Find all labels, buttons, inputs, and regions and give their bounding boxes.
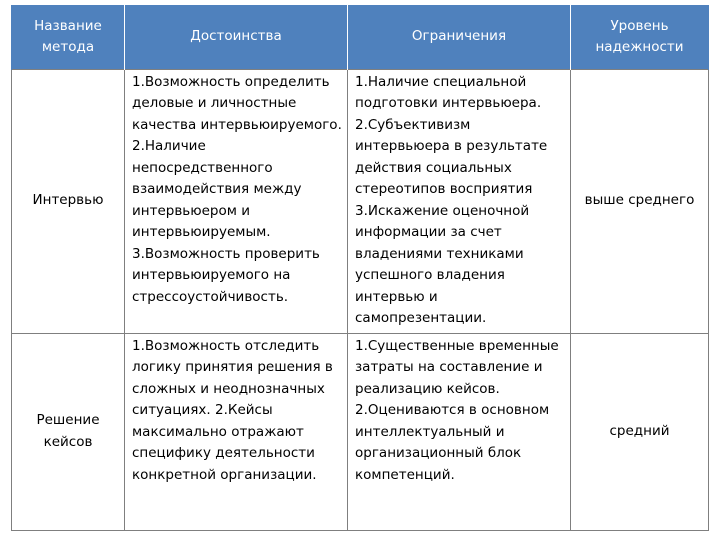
header-method-name: Название метода bbox=[12, 5, 125, 69]
table-header bbox=[12, 5, 709, 69]
limitations-cell: 1.Существенные временные затраты на составление и реализацию кейсов. 2.Оцениваются в основном интеллектуальный и организационный блок компетенций. bbox=[348, 333, 571, 530]
reliability-cell: выше среднего bbox=[571, 69, 709, 333]
header-advantages: Достоинства bbox=[125, 5, 348, 69]
header-row bbox=[12, 5, 709, 69]
table-row bbox=[12, 69, 709, 333]
table-body bbox=[12, 69, 709, 530]
table-row bbox=[12, 333, 709, 530]
method-name-cell: Решение кейсов bbox=[12, 333, 125, 530]
method-name-cell: Интервью bbox=[12, 69, 125, 333]
reliability-cell: средний bbox=[571, 333, 709, 530]
limitations-cell: 1.Наличие специальной подготовки интервьюера. 2.Субъективизм интервьюера в результате действия социальных стереотипов восприятия 3.Искажение оценочной информации за счет владениями техниками успешного владения интервью и самопрезентации. bbox=[348, 69, 571, 333]
header-limitations: Ограничения bbox=[348, 5, 571, 69]
header-reliability: Уровень надежности bbox=[571, 5, 709, 69]
methods-comparison-table bbox=[11, 5, 709, 531]
advantages-cell: 1.Возможность определить деловые и личностные качества интервьюируемого. 2.Наличие непосредственного взаимодействия между интервьюером и интервьюируемым. 3.Возможность проверить интервьюируемого на стрессоустойчивость. bbox=[125, 69, 348, 333]
advantages-cell: 1.Возможность отследить логику принятия решения в сложных и неоднозначных ситуациях. 2.Кейсы максимально отражают специфику деятельности конкретной организации. bbox=[125, 333, 348, 530]
